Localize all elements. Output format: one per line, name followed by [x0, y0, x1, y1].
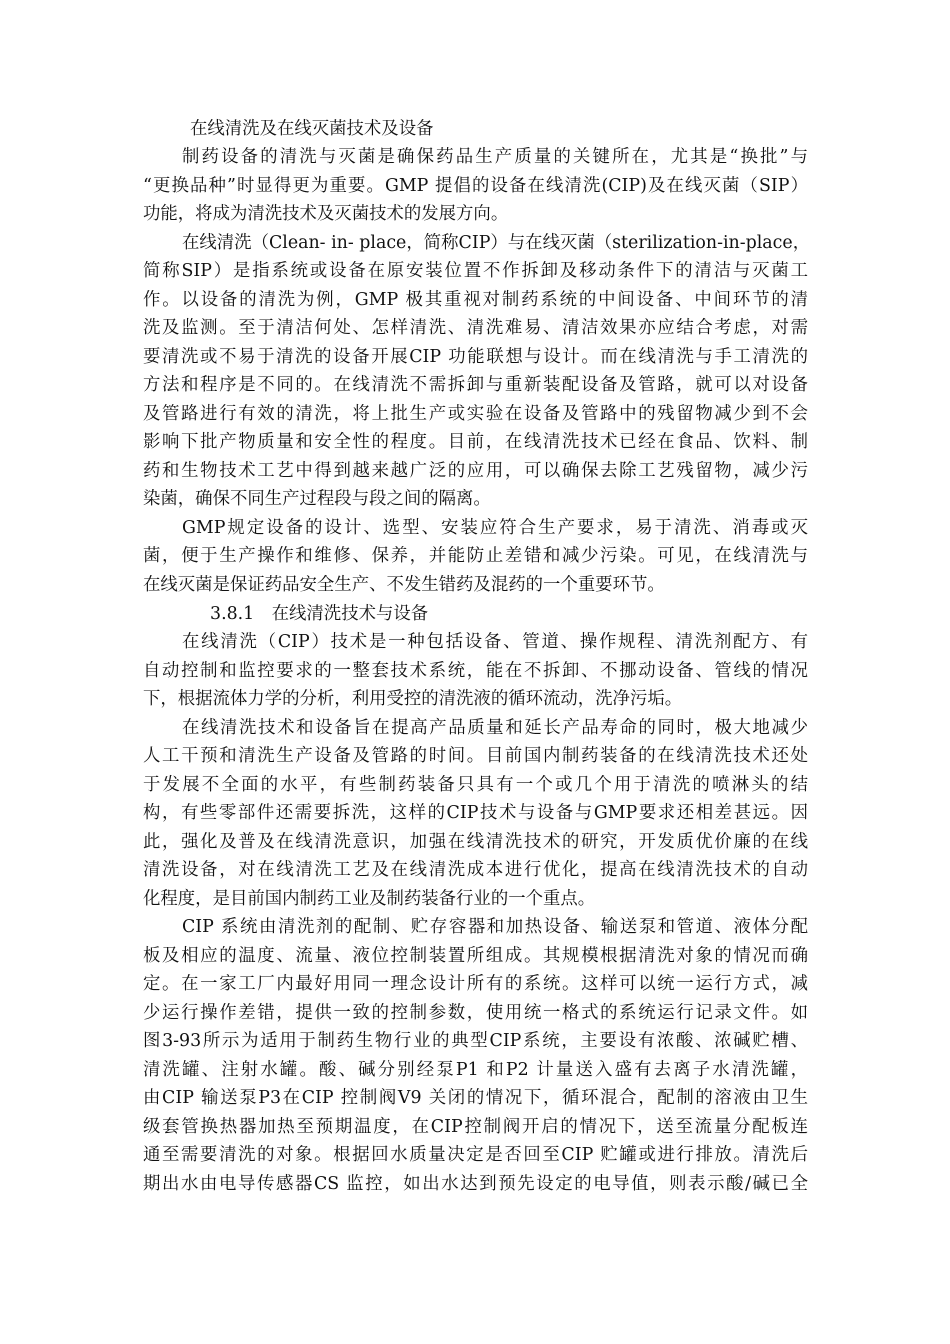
paragraph-line: 清洗设备，对在线清洗工艺及在线清洗成本进行优化，提高在线清洗技术的自动 — [143, 860, 808, 880]
paragraph-line: 图3-93所示为适用于制药生物行业的典型CIP系统，主要设有浓酸、浓碱贮槽、 — [143, 1031, 808, 1051]
paragraph-line: 由CIP 输送泵P3在CIP 控制阀V9 关闭的情况下，循环混合，配制的溶液由卫生 — [143, 1088, 808, 1108]
paragraph-line: 在线清洗技术和设备旨在提高产品质量和延长产品寿命的同时，极大地减少 — [182, 718, 808, 738]
paragraph-line: 洗及监测。至于清洁何处、怎样清洗、清洗难易、清洁效果亦应结合考虑，对需 — [143, 318, 808, 338]
paragraph-line: 方法和程序是不同的。在线清洗不需拆卸与重新装配设备及管路，就可以对设备 — [143, 375, 808, 395]
paragraph-line: 简称SIP）是指系统或设备在原安装位置不作拆卸及移动条件下的清洁与灭菌工 — [143, 261, 808, 281]
paragraph-line: 定。在一家工厂内最好用同一理念设计所有的系统。这样可以统一运行方式，减 — [143, 974, 808, 994]
paragraph-line: 药和生物技术工艺中得到越来越广泛的应用，可以确保去除工艺残留物，减少污 — [143, 461, 808, 481]
paragraph-line: 功能，将成为清洗技术及灭菌技术的发展方向。 — [143, 204, 509, 224]
paragraph-line: CIP 系统由清洗剂的配制、贮存容器和加热设备、输送泵和管道、液体分配 — [182, 917, 808, 937]
paragraph-line: 期出水由电导传感器CS 监控，如出水达到预先设定的电导值，则表示酸/碱已全 — [143, 1174, 808, 1194]
paragraph-line: 作。以设备的清洗为例，GMP 极其重视对制药系统的中间设备、中间环节的清 — [143, 290, 808, 310]
paragraph-line: 人工干预和清洗生产设备及管路的时间。目前国内制药装备的在线清洗技术还处 — [143, 746, 808, 766]
paragraph-line: 自动控制和监控要求的一整套技术系统，能在不拆卸、不挪动设备、管线的情况 — [143, 661, 808, 681]
paragraph-line: “更换品种”时显得更为重要。GMP 提倡的设备在线清洗(CIP)及在线灭菌（SIP） — [143, 176, 808, 196]
paragraph-line: 及管路进行有效的清洗，将上批生产或实验在设备及管路中的残留物减少到不会 — [143, 404, 808, 424]
paragraph-line: 化程度，是目前国内制药工业及制药装备行业的一个重点。 — [143, 889, 596, 909]
paragraph-line: 级套管换热器加热至预期温度，在CIP控制阀开启的情况下，送至流量分配板连 — [143, 1117, 808, 1137]
paragraph-line: 菌，便于生产操作和维修、保养，并能防止差错和减少污染。可见，在线清洗与 — [143, 546, 808, 566]
paragraph-line: 在线清洗（Clean- in- place，简称CIP）与在线灭菌（sterilization-in-place， — [182, 233, 811, 253]
paragraph-line: 在线灭菌是保证药品安全生产、不发生错药及混药的一个重要环节。 — [143, 575, 665, 595]
paragraph-line: 板及相应的温度、流量、液位控制装置所组成。其规模根据清洗对象的情况而确 — [143, 946, 808, 966]
paragraph-line: 清洗罐、注射水罐。酸、碱分别经泵P1 和P2 计量送入盛有去离子水清洗罐， — [143, 1060, 808, 1080]
document-title: 在线清洗及在线灭菌技术及设备 — [190, 119, 434, 139]
paragraph-line: 于发展不全面的水平，有些制药装备只具有一个或几个用于清洗的喷淋头的结 — [143, 775, 808, 795]
paragraph-line: 染菌，确保不同生产过程段与段之间的隔离。 — [143, 489, 491, 509]
paragraph-line: 制药设备的清洗与灭菌是确保药品生产质量的关键所在，尤其是“换批”与 — [182, 147, 808, 167]
paragraph-line: 要清洗或不易于清洗的设备开展CIP 功能联想与设计。而在线清洗与手工清洗的 — [143, 347, 808, 367]
paragraph-line: 此，强化及普及在线清洗意识，加强在线清洗技术的研究，开发质优价廉的在线 — [143, 832, 808, 852]
paragraph-line: 通至需要清洗的对象。根据回水质量决定是否回至CIP 贮罐或进行排放。清洗后 — [143, 1145, 808, 1165]
paragraph-line: 下，根据流体力学的分析，利用受控的清洗液的循环流动，洗净污垢。 — [143, 689, 683, 709]
paragraph-line: 影响下批产物质量和安全性的程度。目前，在线清洗技术已经在食品、饮料、制 — [143, 432, 808, 452]
paragraph-line: 少运行操作差错，提供一致的控制参数，使用统一格式的系统运行记录文件。如 — [143, 1003, 808, 1023]
paragraph-line: GMP规定设备的设计、选型、安装应符合生产要求，易于清洗、消毒或灭 — [182, 518, 808, 538]
paragraph-line: 在线清洗（CIP）技术是一种包括设备、管道、操作规程、清洗剂配方、有 — [182, 632, 808, 652]
paragraph-line: 构，有些零部件还需要拆洗，这样的CIP技术与设备与GMP要求还相差甚远。因 — [143, 803, 808, 823]
section-heading: 3.8.1 在线清洗技术与设备 — [210, 604, 429, 624]
